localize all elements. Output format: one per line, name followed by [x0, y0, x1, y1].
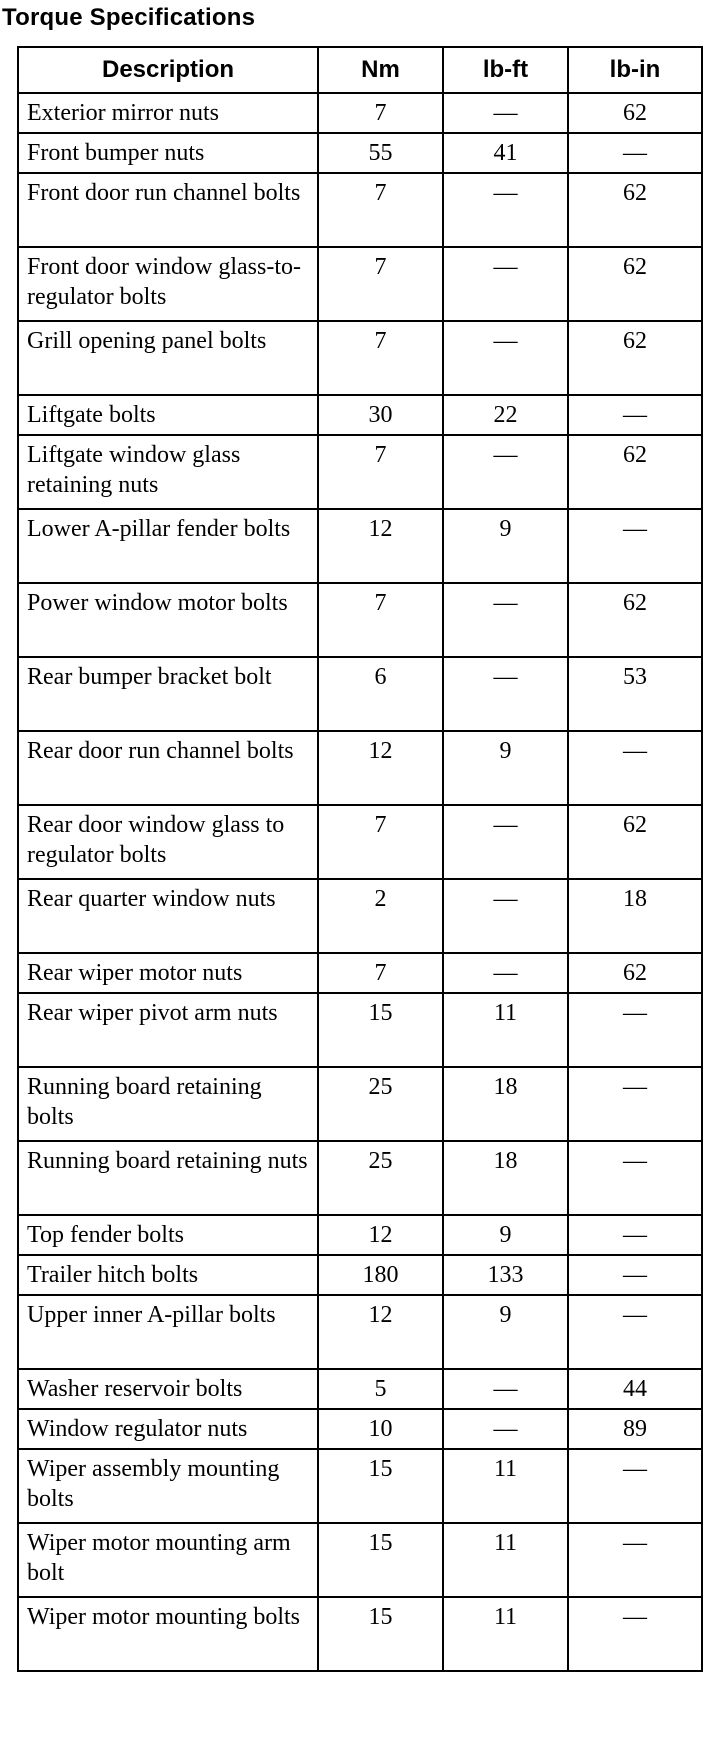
table-row — [18, 657, 702, 731]
table-row — [18, 173, 702, 247]
cell-lbin: — — [568, 731, 702, 805]
cell-nm: 7 — [318, 583, 443, 657]
cell-lbft: 9 — [443, 731, 568, 805]
cell-nm: 25 — [318, 1141, 443, 1215]
cell-lbin: — — [568, 1255, 702, 1295]
cell-lbft: — — [443, 805, 568, 879]
cell-lbin: — — [568, 395, 702, 435]
cell-nm: 7 — [318, 435, 443, 509]
cell-lbft: — — [443, 247, 568, 321]
cell-description: Rear bumper bracket bolt — [18, 657, 318, 731]
cell-nm: 7 — [318, 321, 443, 395]
cell-nm: 6 — [318, 657, 443, 731]
cell-description: Front bumper nuts — [18, 133, 318, 173]
table-header-row — [18, 47, 702, 93]
cell-lbin: 62 — [568, 583, 702, 657]
cell-nm: 12 — [318, 509, 443, 583]
table-row — [18, 583, 702, 657]
cell-description: Liftgate bolts — [18, 395, 318, 435]
cell-lbft: — — [443, 93, 568, 133]
cell-description: Running board retaining bolts — [18, 1067, 318, 1141]
cell-lbin: 62 — [568, 247, 702, 321]
table-row — [18, 133, 702, 173]
cell-nm: 15 — [318, 993, 443, 1067]
cell-lbft: 18 — [443, 1141, 568, 1215]
cell-lbft: 11 — [443, 1597, 568, 1671]
cell-description: Washer reservoir bolts — [18, 1369, 318, 1409]
cell-description: Front door window glass-to-regulator bolts — [18, 247, 318, 321]
cell-lbft: — — [443, 583, 568, 657]
table-row — [18, 509, 702, 583]
cell-lbft: — — [443, 1409, 568, 1449]
cell-description: Rear door window glass to regulator bolts — [18, 805, 318, 879]
cell-lbin: 62 — [568, 805, 702, 879]
cell-nm: 7 — [318, 247, 443, 321]
table-row — [18, 879, 702, 953]
cell-lbin: — — [568, 1295, 702, 1369]
cell-nm: 12 — [318, 731, 443, 805]
cell-lbin: 53 — [568, 657, 702, 731]
header-nm: Nm — [318, 47, 443, 93]
cell-description: Wiper assembly mounting bolts — [18, 1449, 318, 1523]
header-description: Description — [18, 47, 318, 93]
cell-description: Wiper motor mounting arm bolt — [18, 1523, 318, 1597]
cell-description: Exterior mirror nuts — [18, 93, 318, 133]
cell-nm: 7 — [318, 953, 443, 993]
cell-lbin: — — [568, 133, 702, 173]
cell-description: Power window motor bolts — [18, 583, 318, 657]
table-row — [18, 1141, 702, 1215]
cell-nm: 5 — [318, 1369, 443, 1409]
cell-nm: 55 — [318, 133, 443, 173]
cell-description: Running board retaining nuts — [18, 1141, 318, 1215]
cell-lbin: 62 — [568, 173, 702, 247]
cell-lbin: 89 — [568, 1409, 702, 1449]
table-row — [18, 435, 702, 509]
cell-nm: 15 — [318, 1597, 443, 1671]
cell-lbft: — — [443, 879, 568, 953]
cell-lbft: 11 — [443, 1523, 568, 1597]
cell-nm: 2 — [318, 879, 443, 953]
cell-description: Upper inner A-pillar bolts — [18, 1295, 318, 1369]
cell-description: Rear wiper motor nuts — [18, 953, 318, 993]
cell-lbft: 11 — [443, 993, 568, 1067]
cell-lbin: — — [568, 509, 702, 583]
cell-lbft: 41 — [443, 133, 568, 173]
cell-lbft: 22 — [443, 395, 568, 435]
table-row — [18, 1409, 702, 1449]
cell-lbft: 11 — [443, 1449, 568, 1523]
header-lbft: lb-ft — [443, 47, 568, 93]
table-row — [18, 1597, 702, 1671]
header-lbin: lb-in — [568, 47, 702, 93]
cell-nm: 12 — [318, 1295, 443, 1369]
table-body — [18, 93, 702, 1671]
cell-nm: 7 — [318, 805, 443, 879]
cell-nm: 15 — [318, 1523, 443, 1597]
table-row — [18, 93, 702, 133]
table-row — [18, 1449, 702, 1523]
table-row — [18, 993, 702, 1067]
cell-lbin: 62 — [568, 435, 702, 509]
cell-lbin: — — [568, 993, 702, 1067]
cell-description: Front door run channel bolts — [18, 173, 318, 247]
cell-nm: 180 — [318, 1255, 443, 1295]
cell-lbin: — — [568, 1141, 702, 1215]
cell-lbft: — — [443, 173, 568, 247]
cell-description: Rear wiper pivot arm nuts — [18, 993, 318, 1067]
cell-lbin: — — [568, 1215, 702, 1255]
table-row — [18, 1215, 702, 1255]
cell-lbft: — — [443, 321, 568, 395]
table-row — [18, 247, 702, 321]
cell-lbft: — — [443, 1369, 568, 1409]
table-row — [18, 1369, 702, 1409]
cell-lbin: 44 — [568, 1369, 702, 1409]
cell-description: Rear door run channel bolts — [18, 731, 318, 805]
torque-specifications-table — [17, 46, 703, 1672]
cell-lbin: 18 — [568, 879, 702, 953]
page-title: Torque Specifications — [2, 4, 256, 31]
cell-description: Grill opening panel bolts — [18, 321, 318, 395]
table-row — [18, 1067, 702, 1141]
table-row — [18, 1523, 702, 1597]
table-row — [18, 953, 702, 993]
cell-lbft: 18 — [443, 1067, 568, 1141]
cell-lbin: — — [568, 1449, 702, 1523]
cell-nm: 7 — [318, 93, 443, 133]
cell-description: Lower A-pillar fender bolts — [18, 509, 318, 583]
cell-nm: 15 — [318, 1449, 443, 1523]
cell-description: Trailer hitch bolts — [18, 1255, 318, 1295]
cell-nm: 30 — [318, 395, 443, 435]
table-row — [18, 731, 702, 805]
cell-lbft: 9 — [443, 1215, 568, 1255]
table-row — [18, 1255, 702, 1295]
cell-nm: 7 — [318, 173, 443, 247]
table-row — [18, 1295, 702, 1369]
cell-nm: 25 — [318, 1067, 443, 1141]
cell-description: Top fender bolts — [18, 1215, 318, 1255]
cell-lbin: — — [568, 1067, 702, 1141]
table-row — [18, 805, 702, 879]
cell-lbft: 133 — [443, 1255, 568, 1295]
cell-description: Liftgate window glass retaining nuts — [18, 435, 318, 509]
cell-lbin: 62 — [568, 953, 702, 993]
cell-description: Window regulator nuts — [18, 1409, 318, 1449]
cell-lbin: — — [568, 1597, 702, 1671]
cell-lbft: — — [443, 435, 568, 509]
cell-nm: 10 — [318, 1409, 443, 1449]
cell-lbin: — — [568, 1523, 702, 1597]
cell-lbft: 9 — [443, 509, 568, 583]
cell-lbft: 9 — [443, 1295, 568, 1369]
cell-lbft: — — [443, 953, 568, 993]
cell-nm: 12 — [318, 1215, 443, 1255]
cell-description: Rear quarter window nuts — [18, 879, 318, 953]
cell-lbin: 62 — [568, 93, 702, 133]
cell-lbft: — — [443, 657, 568, 731]
cell-lbin: 62 — [568, 321, 702, 395]
table-row — [18, 321, 702, 395]
cell-description: Wiper motor mounting bolts — [18, 1597, 318, 1671]
table-row — [18, 395, 702, 435]
